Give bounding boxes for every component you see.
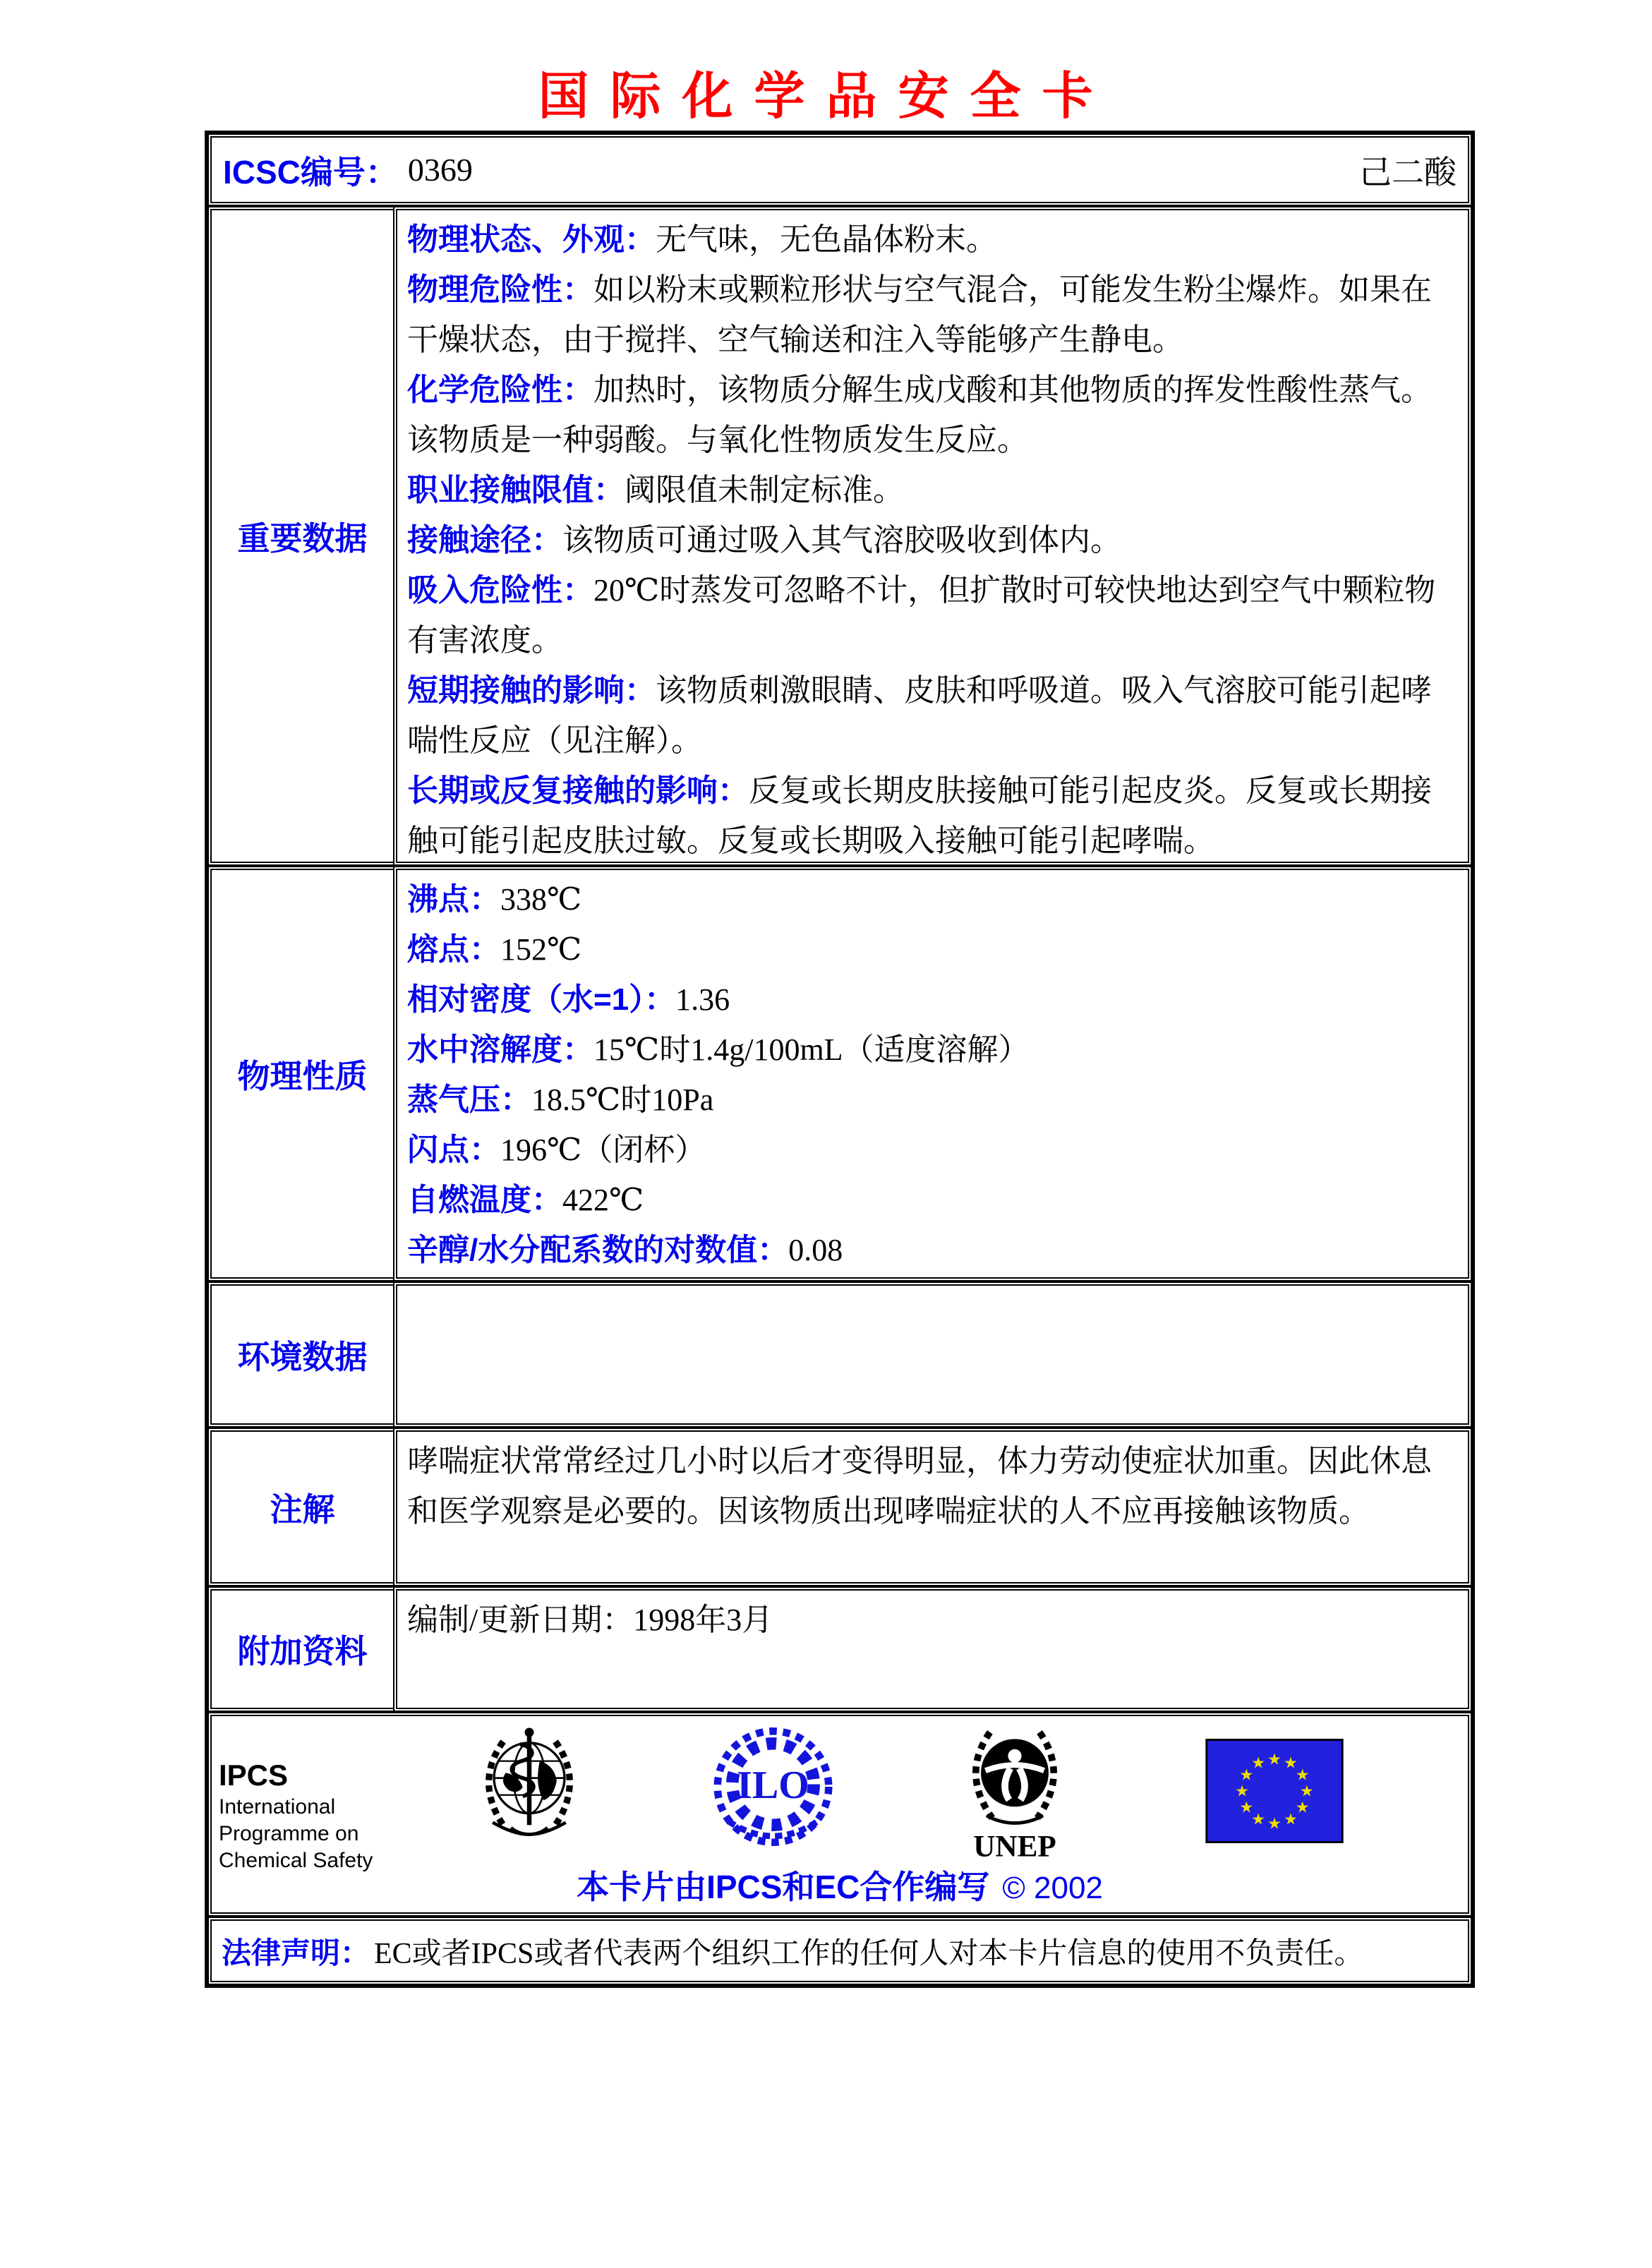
- svg-text:★: ★: [1239, 1766, 1254, 1785]
- svg-text:★: ★: [1251, 1754, 1266, 1773]
- environmental-data-content: [393, 1281, 1472, 1428]
- svg-text:★: ★: [1267, 1814, 1282, 1833]
- physical-properties-content: [393, 866, 1472, 1281]
- svg-text:★: ★: [1295, 1798, 1310, 1817]
- who-emblem-icon: [462, 1723, 596, 1857]
- important-paragraph: 物理状态、外观：无气味，无色晶体粉末。: [407, 222, 997, 257]
- section-label-notes: 注解: [207, 1428, 393, 1586]
- svg-text:★: ★: [1283, 1810, 1298, 1829]
- safety-card-table: [205, 131, 1475, 1988]
- important-paragraph: 吸入危险性：20℃时蒸发可忽略不计，但扩散时可较快地达到空气中颗粒物有害浓度。: [407, 573, 1436, 658]
- section-label-additional-info: 附加资料: [207, 1586, 393, 1712]
- notes-content: [393, 1428, 1472, 1586]
- property-line: 自燃温度：422℃: [407, 1183, 644, 1217]
- property-line: 熔点：152℃: [407, 932, 582, 967]
- environmental-data-row: [207, 1281, 1472, 1428]
- svg-text:★: ★: [1299, 1782, 1314, 1801]
- eu-flag-icon: [1205, 1739, 1344, 1847]
- additional-info-content: [393, 1586, 1472, 1712]
- important-paragraph: 长期或反复接触的影响：反复或长期皮肤接触可能引起皮炎。反复或长期接触可能引起皮肤过敏。反复或长期吸入接触可能引起哮喘。: [407, 773, 1432, 858]
- ilo-emblem-icon: [711, 1727, 835, 1854]
- chemical-name: 己二酸: [1359, 154, 1457, 191]
- section-label-environmental-data: 环境数据: [207, 1281, 393, 1428]
- important-paragraph: 短期接触的影响：该物质刺激眼睛、皮肤和呼吸道。吸入气溶胶可能引起哮喘性反应（见注解）。: [407, 673, 1432, 758]
- credit-line: [212, 1862, 1468, 1908]
- additional-info-paragraph: 编制/更新日期：1998年3月: [407, 1603, 773, 1637]
- credit-year: © 2002: [1002, 1871, 1103, 1905]
- ilo-letters: ILO: [737, 1763, 809, 1807]
- svg-text:★: ★: [1235, 1782, 1250, 1801]
- important-paragraph: 接触途径：该物质可通过吸入其气溶胶吸收到体内。: [407, 523, 1121, 557]
- important-paragraph: 物理危险性：如以粉末或颗粒形状与空气混合，可能发生粉尘爆炸。如果在干燥状态，由于搅拌、空气输送和注入等能够产生静电。: [407, 272, 1432, 357]
- svg-text:★: ★: [1295, 1766, 1310, 1785]
- important-data-row: [207, 206, 1472, 866]
- logos-cell: [207, 1712, 1472, 1917]
- legal-label: 法律声明：: [222, 1936, 370, 1970]
- logos-row: [207, 1712, 1472, 1917]
- legal-cell: [207, 1917, 1472, 1985]
- physical-properties-row: [207, 866, 1472, 1281]
- property-line: 蒸气压：18.5℃时10Pa: [407, 1082, 714, 1117]
- credit-text: 本卡片由IPCS和EC合作编写: [577, 1869, 990, 1905]
- header-cell: [207, 133, 1472, 206]
- unep-letters: UNEP: [973, 1830, 1056, 1861]
- ipcs-text-block: IPCS International Programme on Chemical Safety: [219, 1759, 373, 1872]
- legal-row: [207, 1917, 1472, 1985]
- important-data-content: [393, 206, 1472, 866]
- page-title: 国际化学品安全卡: [538, 68, 1114, 125]
- svg-text:★: ★: [1267, 1750, 1282, 1769]
- important-paragraph: 化学危险性：加热时，该物质分解生成戊酸和其他物质的挥发性酸性蒸气。该物质是一种弱酸。与氧化性物质发生反应。: [407, 373, 1432, 457]
- svg-text:★: ★: [1239, 1798, 1254, 1817]
- property-line: 相对密度（水=1）：1.36: [407, 982, 730, 1017]
- property-line: 水中溶解度：15℃时1.4g/100mL（适度溶解）: [407, 1032, 1030, 1067]
- svg-text:★: ★: [1251, 1810, 1266, 1829]
- legal-text: EC或者IPCS或者代表两个组织工作的任何人对本卡片信息的使用不负责任。: [374, 1937, 1364, 1970]
- icsc-number-value: 0369: [407, 152, 473, 188]
- svg-text:★: ★: [1283, 1754, 1298, 1773]
- header-row: [207, 133, 1472, 206]
- property-line: 闪点：196℃（闭杯）: [407, 1133, 706, 1167]
- property-line: 沸点：338℃: [407, 882, 582, 917]
- property-line: 辛醇/水分配系数的对数值：0.08: [407, 1233, 843, 1267]
- ipcs-acronym: IPCS: [219, 1759, 289, 1792]
- unep-emblem-icon: [958, 1723, 1071, 1864]
- icsc-number-label: ICSC编号：: [223, 153, 398, 191]
- additional-info-row: [207, 1586, 1472, 1712]
- section-label-important-data: 重要数据: [207, 206, 393, 866]
- notes-row: [207, 1428, 1472, 1586]
- section-label-physical-properties: 物理性质: [207, 866, 393, 1281]
- notes-paragraph: 哮喘症状常常经过几小时以后才变得明显，体力劳动使症状加重。因此休息和医学观察是必要的。因该物质出现哮喘症状的人不应再接触该物质。: [407, 1444, 1432, 1528]
- important-paragraph: 职业接触限值：阈限值未制定标准。: [407, 473, 904, 507]
